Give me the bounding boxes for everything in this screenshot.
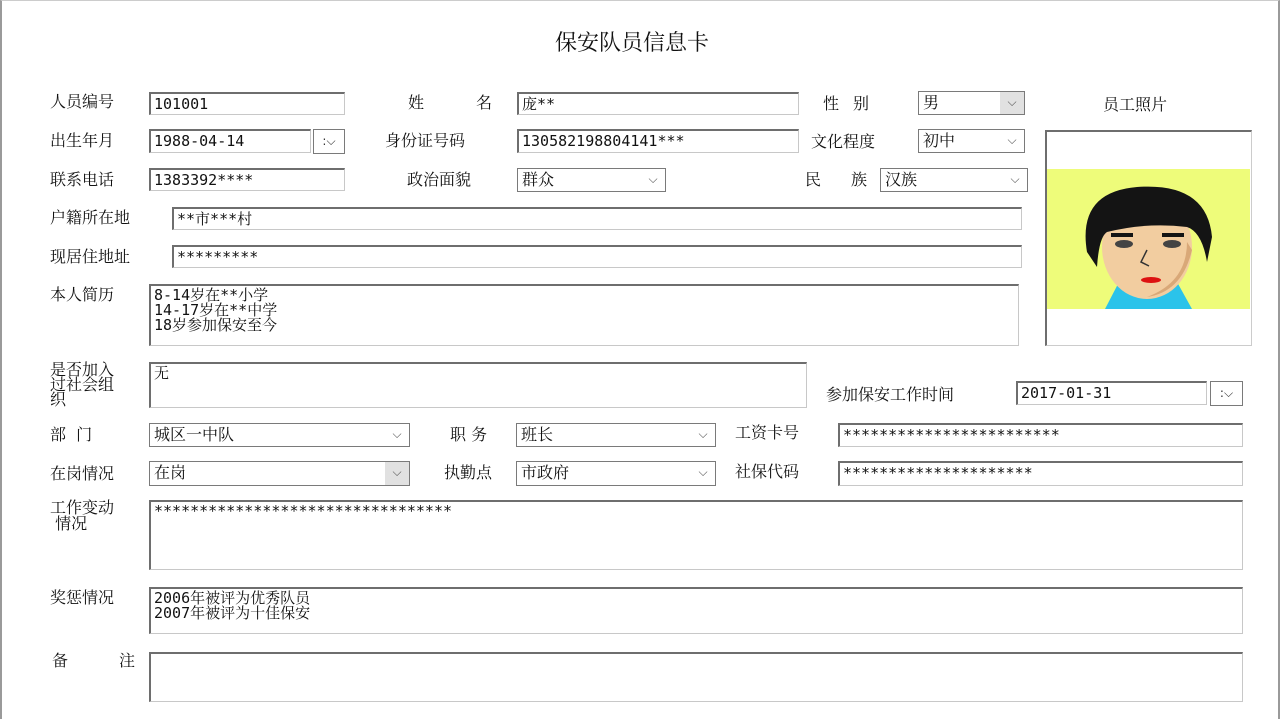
politics-label: 政治面貌	[407, 170, 472, 189]
dept-select[interactable]	[149, 423, 410, 447]
chevron-down-icon[interactable]: ⌵	[1000, 92, 1024, 114]
salary-card-input[interactable]: ************************	[838, 423, 1243, 447]
position-value: 班长	[521, 425, 554, 444]
resume-label: 本人简历	[50, 285, 115, 304]
photo-label: 员工照片	[1103, 95, 1168, 114]
chevron-down-icon[interactable]: ⌵	[698, 427, 708, 441]
phone-input[interactable]: 1383392****	[149, 168, 345, 191]
ethnicity-select[interactable]	[880, 168, 1028, 192]
hukou-label: 户籍所在地	[50, 208, 131, 227]
education-select[interactable]	[918, 129, 1025, 153]
social-security-input[interactable]: *********************	[838, 461, 1243, 486]
phone-label: 联系电话	[50, 170, 115, 189]
dept-label: 部 门	[50, 425, 93, 444]
job-changes-textarea[interactable]: *********************************	[149, 500, 1243, 570]
name-input[interactable]: 庞**	[517, 92, 799, 115]
chevron-down-icon[interactable]: ⌵	[385, 462, 409, 485]
salary-card-label: 工资卡号	[735, 423, 800, 442]
name-label-1: 姓	[408, 93, 425, 112]
date-picker-icon[interactable]: :⌵	[1210, 381, 1243, 406]
resume-textarea[interactable]: 8-14岁在**小学 14-17岁在**中学 18岁参加保安至今	[149, 284, 1019, 346]
chevron-down-icon[interactable]: ⌵	[648, 172, 658, 186]
chevron-down-icon[interactable]: ⌵	[1010, 172, 1020, 186]
employee-photo-frame[interactable]	[1045, 130, 1252, 346]
post-label: 执勤点	[444, 463, 493, 482]
awards-textarea[interactable]: 2006年被评为优秀队员 2007年被评为十佳保安	[149, 587, 1243, 634]
staff-no-label: 人员编号	[50, 92, 115, 111]
address-input[interactable]: *********	[172, 245, 1022, 268]
id-no-input[interactable]: 130582198804141***	[517, 129, 799, 153]
awards-label: 奖惩情况	[50, 588, 115, 607]
position-select[interactable]	[516, 423, 716, 447]
address-label: 现居住地址	[50, 247, 131, 266]
ethnicity-value: 汉族	[885, 170, 918, 189]
staff-no-input[interactable]: 101001	[149, 92, 345, 115]
hukou-input[interactable]: **市***村	[172, 207, 1022, 230]
date-picker-icon[interactable]: :⌵	[313, 129, 345, 154]
birth-input[interactable]: 1988-04-14	[149, 129, 311, 153]
ethnicity-label-2: 族	[851, 170, 868, 189]
start-date-label: 参加保安工作时间	[826, 385, 955, 404]
id-no-label: 身份证号码	[385, 131, 466, 150]
social-security-label: 社保代码	[735, 462, 800, 481]
education-value: 初中	[923, 131, 956, 150]
chevron-down-icon[interactable]: ⌵	[1007, 133, 1017, 147]
politics-select[interactable]	[517, 168, 666, 192]
education-label: 文化程度	[811, 132, 876, 151]
dept-value: 城区一中队	[154, 425, 235, 444]
name-label-2: 名	[476, 93, 493, 112]
chevron-down-icon[interactable]: ⌵	[698, 465, 708, 479]
start-date-input[interactable]: 2017-01-31	[1016, 381, 1207, 405]
status-value: 在岗	[154, 463, 187, 482]
chevron-down-icon[interactable]: ⌵	[392, 427, 402, 441]
gender-label-2: 别	[853, 94, 870, 113]
gender-label-1: 性	[823, 94, 840, 113]
ethnicity-label-1: 民	[805, 170, 822, 189]
org-textarea[interactable]: 无	[149, 362, 807, 408]
status-select[interactable]	[149, 461, 410, 486]
position-label: 职 务	[450, 425, 488, 444]
post-select[interactable]	[516, 461, 716, 486]
employee-photo	[1047, 132, 1250, 346]
post-value: 市政府	[521, 463, 570, 482]
remarks-label-2: 注	[119, 651, 136, 670]
remarks-label-1: 备	[52, 651, 69, 670]
org-label: 是否加入 过社会组 织	[50, 360, 115, 409]
gender-select[interactable]	[918, 91, 1025, 115]
page-title: 保安队员信息卡	[554, 31, 709, 56]
birth-label: 出生年月	[50, 131, 115, 150]
remarks-textarea[interactable]	[149, 652, 1243, 702]
politics-value: 群众	[522, 170, 555, 189]
gender-value: 男	[923, 93, 940, 112]
job-changes-label: 工作变动 情况	[50, 498, 115, 533]
status-label: 在岗情况	[50, 464, 115, 483]
